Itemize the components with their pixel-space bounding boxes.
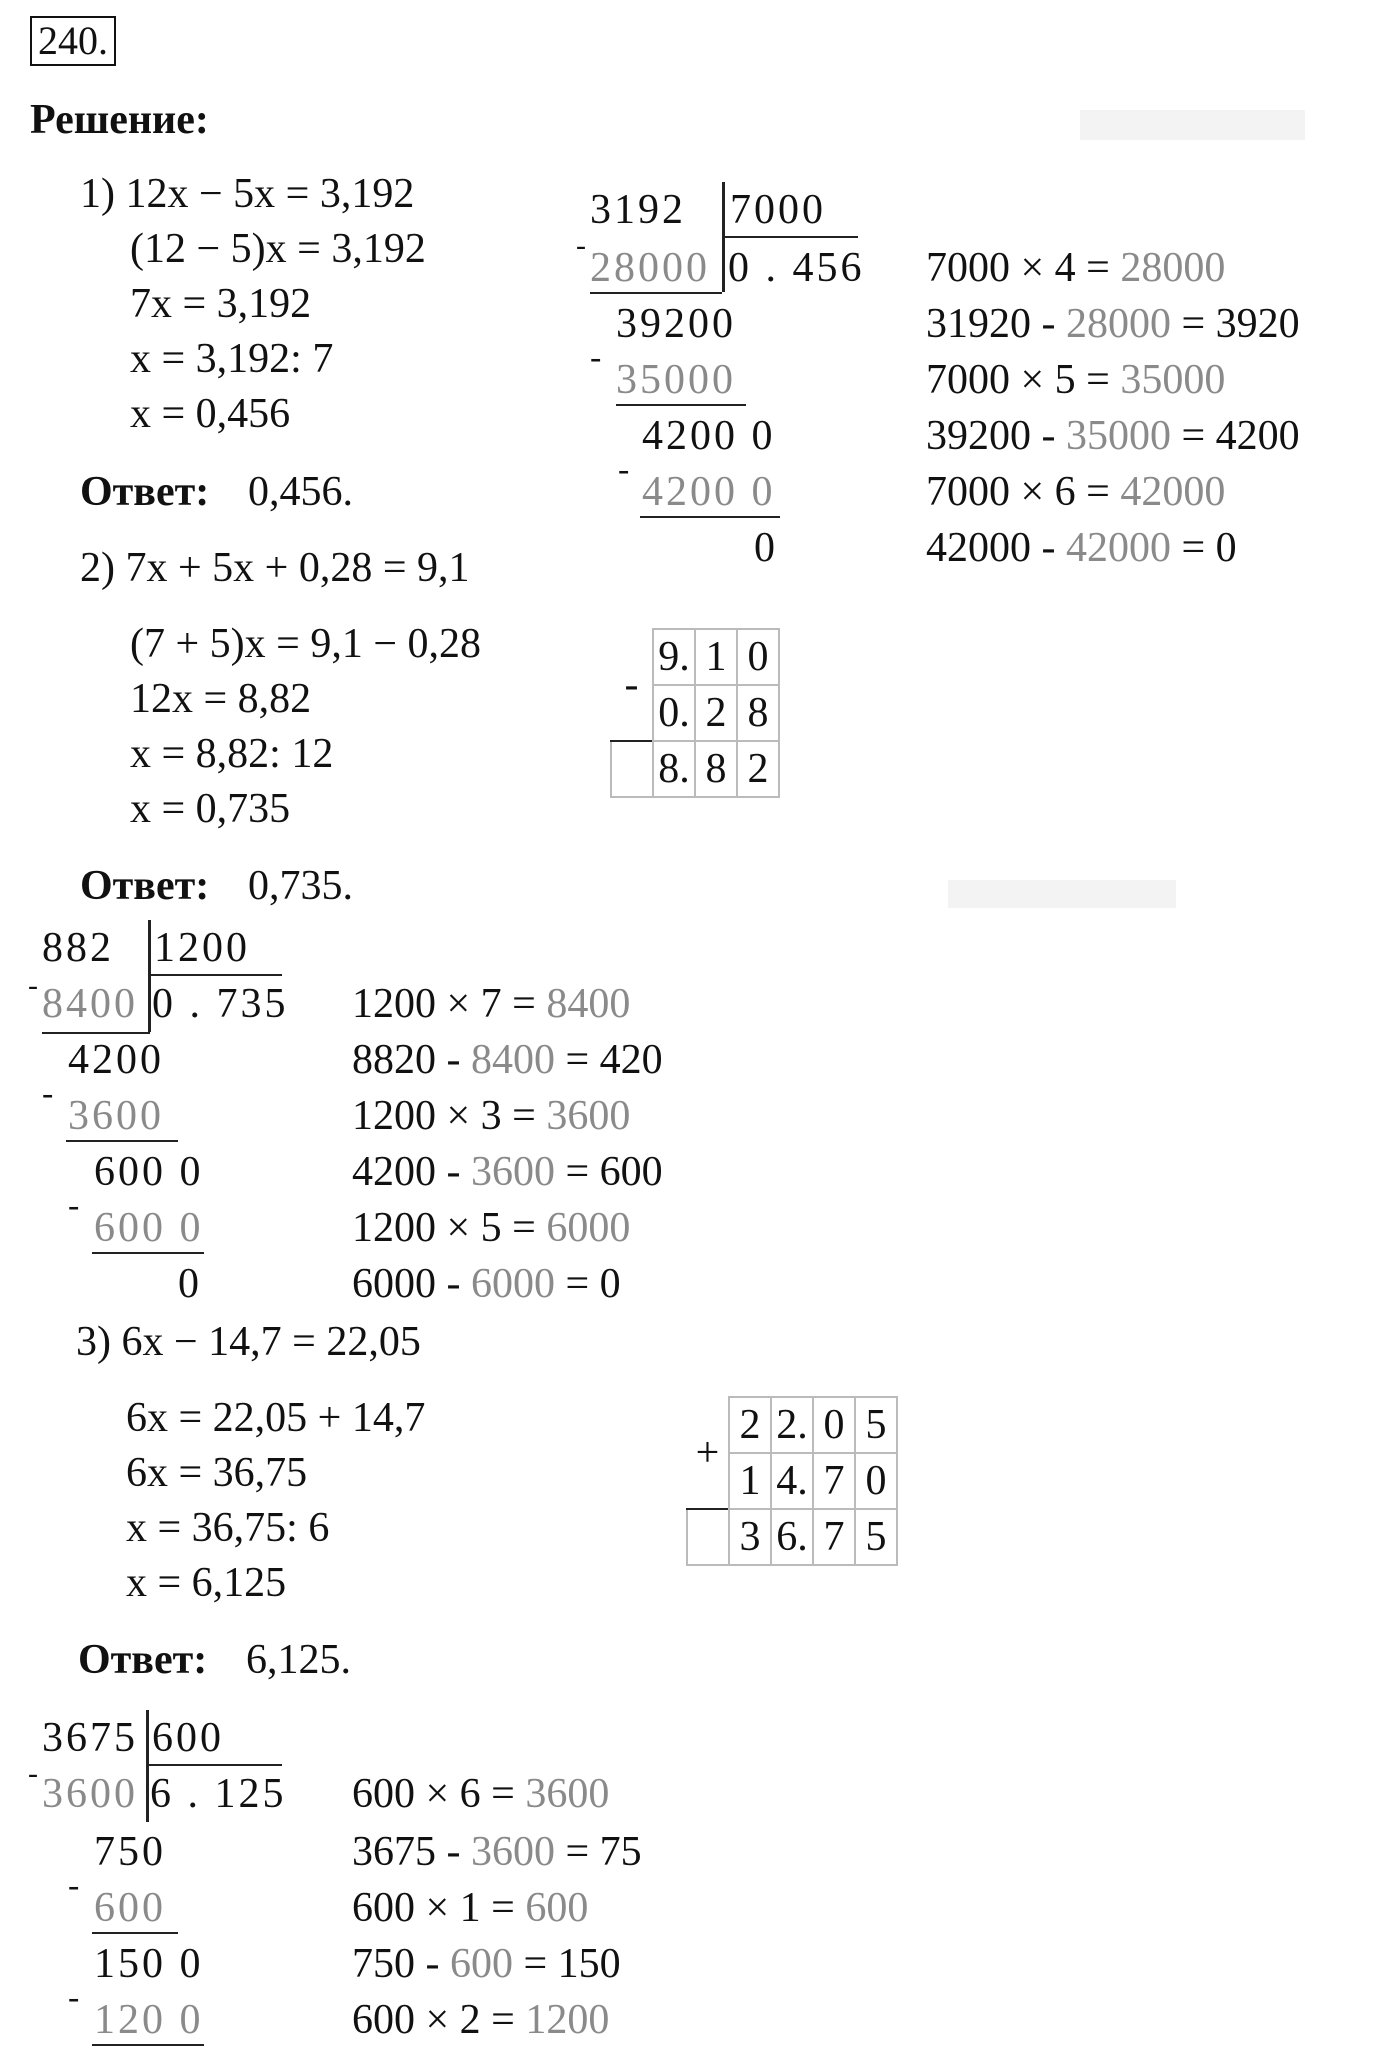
eq1-line-4: x = 3,192: 7 xyxy=(130,336,334,382)
div1-sub-3: 4200 0 xyxy=(642,469,776,515)
div2-check-3: 1200 × 3 = 3600 xyxy=(352,1093,631,1139)
div2-row-2: 3600 xyxy=(68,1093,164,1139)
eq1-line-3: 7x = 3,192 xyxy=(130,281,312,327)
div2-row-4: 600 0 xyxy=(94,1205,204,1251)
answer1-value: 0,456. xyxy=(248,469,353,515)
answer1-label: Ответ: xyxy=(80,469,210,515)
div1-quotient: 0 . 456 xyxy=(728,245,865,291)
eq3-line-2: 6x = 36,75 xyxy=(126,1450,308,1496)
div2-divisor: 1200 xyxy=(154,925,250,971)
div1-dividend: 3192 xyxy=(590,187,686,233)
eq3-line-1: 6x = 22,05 + 14,7 xyxy=(126,1395,426,1441)
div1-check-5: 7000 × 6 = 42000 xyxy=(926,469,1226,515)
subtraction-column: - 9. 1 0 0. 2 8 8. 8 2 xyxy=(610,628,780,798)
eq3-line-3: x = 36,75: 6 xyxy=(126,1505,330,1551)
div1-rem-2: 4200 0 xyxy=(642,413,776,459)
eq2-line-4: x = 0,735 xyxy=(130,786,291,832)
div3-quotient: 6 . 125 xyxy=(150,1771,287,1817)
div3-check-5: 600 × 2 = 1200 xyxy=(352,1997,610,2043)
div2-check-2: 8820 - 8400 = 420 xyxy=(352,1037,663,1083)
div1-check-6: 42000 - 42000 = 0 xyxy=(926,525,1237,571)
addition-column: + 2 2. 0 5 1 4. 7 0 3 6. 7 5 xyxy=(686,1396,898,1566)
answer3-value: 6,125. xyxy=(246,1637,351,1683)
div3-first-sub: 3600 xyxy=(42,1771,138,1817)
eq2-heading: 2) 7x + 5x + 0,28 = 9,1 xyxy=(80,545,470,591)
problem-number: 240. xyxy=(30,16,116,66)
eq3-line-4: x = 6,125 xyxy=(126,1560,287,1606)
div2-row-3: 600 0 xyxy=(94,1149,204,1195)
div3-dividend: 3675 xyxy=(42,1715,138,1761)
answer2-label: Ответ: xyxy=(80,863,210,909)
div1-check-1: 7000 × 4 = 28000 xyxy=(926,245,1226,291)
div2-dividend: 882 xyxy=(42,925,114,971)
div2-first-sub: 8400 xyxy=(42,981,138,1027)
div2-final-rem: 0 xyxy=(178,1261,199,1307)
eq1-line-1: 1) 12x − 5x = 3,192 xyxy=(80,171,415,217)
div1-rem-1: 39200 xyxy=(616,301,736,347)
eq2-line-3: x = 8,82: 12 xyxy=(130,731,334,777)
div3-row-2: 600 xyxy=(94,1885,166,1931)
div1-final-rem: 0 xyxy=(754,525,775,571)
div3-row-1: 750 xyxy=(94,1829,166,1875)
div2-quotient: 0 . 735 xyxy=(152,981,289,1027)
div1-sub-2: 35000 xyxy=(616,357,736,403)
div2-check-4: 4200 - 3600 = 600 xyxy=(352,1149,663,1195)
blank-area xyxy=(1080,110,1305,140)
blank-area-2 xyxy=(948,880,1176,908)
div1-check-2: 31920 - 28000 = 3920 xyxy=(926,301,1300,347)
answer2-value: 0,735. xyxy=(248,863,353,909)
eq2-line-2: 12x = 8,82 xyxy=(130,676,312,722)
answer3-label: Ответ: xyxy=(78,1637,208,1683)
div3-check-3: 600 × 1 = 600 xyxy=(352,1885,589,1931)
div1-first-sub: 28000 xyxy=(590,245,710,291)
eq1-line-5: x = 0,456 xyxy=(130,391,291,437)
div3-row-4: 120 0 xyxy=(94,1997,204,2043)
div3-row-3: 150 0 xyxy=(94,1941,204,1987)
div2-row-1: 4200 xyxy=(68,1037,164,1083)
div1-divisor: 7000 xyxy=(730,187,826,233)
div2-check-1: 1200 × 7 = 8400 xyxy=(352,981,631,1027)
div1-check-4: 39200 - 35000 = 4200 xyxy=(926,413,1300,459)
div3-check-1: 600 × 6 = 3600 xyxy=(352,1771,610,1817)
eq3-heading: 3) 6x − 14,7 = 22,05 xyxy=(76,1319,421,1365)
div3-divisor: 600 xyxy=(152,1715,224,1761)
div2-check-5: 1200 × 5 = 6000 xyxy=(352,1205,631,1251)
div1-check-3: 7000 × 5 = 35000 xyxy=(926,357,1226,403)
div2-check-6: 6000 - 6000 = 0 xyxy=(352,1261,621,1307)
solution-label: Решение: xyxy=(30,97,209,143)
div3-check-2: 3675 - 3600 = 75 xyxy=(352,1829,642,1875)
eq2-line-1: (7 + 5)x = 9,1 − 0,28 xyxy=(130,621,482,667)
div3-check-4: 750 - 600 = 150 xyxy=(352,1941,621,1987)
eq1-line-2: (12 − 5)x = 3,192 xyxy=(130,226,426,272)
